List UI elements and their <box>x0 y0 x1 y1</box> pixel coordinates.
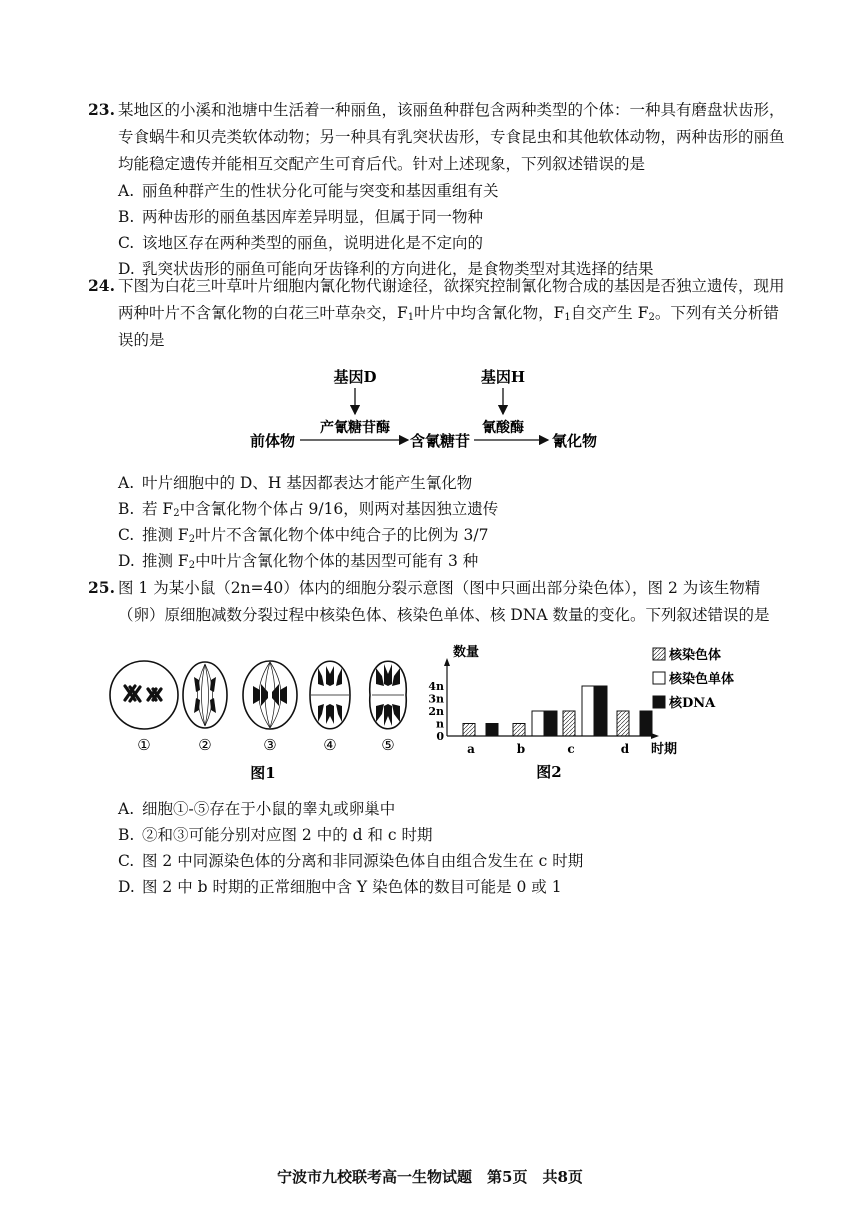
y-tick-label: 2n <box>428 705 444 718</box>
enzyme-1-label: 产氰糖苷酶 <box>320 420 390 436</box>
legend-swatch <box>653 672 665 684</box>
figure-2-caption: 图2 <box>536 763 562 781</box>
x-tick-label: d <box>620 742 630 756</box>
cell-5 <box>370 661 407 729</box>
cell-3-label: ③ <box>263 736 277 754</box>
option-c: C. 图 2 中同源染色体的分离和非同源染色体自由组合发生在 c 时期 <box>118 852 584 870</box>
cyanide-label: 氰化物 <box>552 432 598 450</box>
precursor-label: 前体物 <box>250 432 296 450</box>
question-24 <box>88 272 788 354</box>
cell-5-label: ⑤ <box>381 736 395 754</box>
cell-1 <box>110 661 178 729</box>
option-d: D. 乳突状齿形的丽鱼可能向牙齿锋利的方向进化，是食物类型对其选择的结果 <box>118 260 654 278</box>
option-b: B. 两种齿形的丽鱼基因库差异明显，但属于同一物种 <box>118 208 484 226</box>
x-axis-label: 时期 <box>651 742 678 757</box>
y-tick-label: n <box>436 717 444 731</box>
y-axis-label: 数量 <box>453 645 480 660</box>
bar-b-3 <box>545 711 557 736</box>
y-tick-label: 4n <box>428 680 444 693</box>
question-25-stem: 25. 图 1 为某小鼠（2n=40）体内的细胞分裂示意图（图中只画出部分染色体），图 2 为该生物精（卵）原细胞减数分裂过程中核染色体、核染色单体、核 DNA 数量的变化。下列叙述错误的是 <box>88 574 788 629</box>
bar-c-2 <box>582 686 594 736</box>
question-25-options <box>88 796 788 900</box>
cell-3 <box>243 661 297 729</box>
option-a: A. 细胞①-⑤存在于小鼠的睾丸或卵巢中 <box>118 800 396 818</box>
option-a: A. 叶片细胞中的 D、H 基因都表达才能产生氰化物 <box>118 474 473 492</box>
legend-swatch <box>653 648 665 660</box>
figure-2-bar-chart <box>425 640 770 790</box>
cell-4 <box>310 661 350 729</box>
cell-1-label: ① <box>137 736 151 754</box>
figure-1-caption: 图1 <box>250 764 276 782</box>
bar-d-1 <box>617 711 629 736</box>
legend-label: 核DNA <box>669 696 716 711</box>
option-c: C. 推测 $F_2$叶片不含氰化物个体中纯合子的比例为 3/7 <box>118 526 489 545</box>
question-25 <box>88 574 788 629</box>
bar-a-3 <box>486 724 498 737</box>
y-tick-label: 3n <box>428 692 444 706</box>
option-b: B. 若 $F_2$中含氰化物个体占 9/16，则两对基因独立遗传 <box>118 500 499 519</box>
question-24-stem: 24. 下图为白花三叶草叶片细胞内氰化物代谢途径，欲探究控制氰化物合成的基因是否独立遗传，现用两种叶片不含氰化物的白花三叶草杂交，$F_1$叶片中均含氰化物，$F_1$自交产生 $F_2$。下列有关分析错误的是 <box>88 272 788 354</box>
cyanide-pathway-diagram <box>240 362 620 462</box>
x-tick-label: b <box>516 742 526 756</box>
option-d: D. 推测 $F_2$中叶片含氰化物个体的基因型可能有 3 种 <box>118 552 479 571</box>
cell-2-label: ② <box>198 736 212 754</box>
question-23 <box>88 96 788 282</box>
bar-c-3 <box>595 686 607 736</box>
question-text: 某地区的小溪和池塘中生活着一种丽鱼，该丽鱼种群包含两种类型的个体：一种具有磨盘状齿形，专食蜗牛和贝壳类软体动物；另一种具有乳突状齿形，专食昆虫和其他软体动物，两种齿形的丽鱼均能稳定遗传并能相互交配产生可育后代。针对上述现象，下列叙述错误的是 <box>118 101 785 173</box>
bar-c-1 <box>563 711 575 736</box>
option-c: C. 该地区存在两种类型的丽鱼，说明进化是不定向的 <box>118 234 484 252</box>
legend-label: 核染色体 <box>669 648 722 663</box>
gene-h-label: 基因H <box>480 368 526 386</box>
question-number: 25. <box>88 578 115 597</box>
question-24-options <box>88 470 788 574</box>
question-23-stem <box>88 96 788 178</box>
bar-a-1 <box>463 724 475 737</box>
gene-d-label: 基因D <box>333 368 377 386</box>
question-number: 24. <box>88 276 115 295</box>
question-number: 23. <box>88 100 115 119</box>
cell-2 <box>183 662 227 728</box>
figure-1-cell-division <box>108 640 428 790</box>
page-footer: 宁波市九校联考高一生物试题 第5页 共8页 <box>277 1168 583 1186</box>
legend-label: 核染色单体 <box>669 672 735 687</box>
cyanogenic-glycoside-label: 含氰糖苷 <box>410 432 471 450</box>
x-tick-label: a <box>467 742 475 756</box>
cell-4-label: ④ <box>323 736 337 754</box>
enzyme-2-label: 氰酸酶 <box>482 420 524 436</box>
bar-b-1 <box>513 724 525 737</box>
bar-b-2 <box>532 711 544 736</box>
chart-legend <box>653 647 734 711</box>
y-tick-label: 0 <box>436 730 444 743</box>
bar-d-3 <box>640 711 652 736</box>
legend-swatch <box>653 696 665 708</box>
option-a: A. 丽鱼种群产生的性状分化可能与突变和基因重组有关 <box>118 182 499 200</box>
x-tick-label: c <box>567 742 575 756</box>
option-d: D. 图 2 中 b 时期的正常细胞中含 Y 染色体的数目可能是 0 或 1 <box>118 878 562 896</box>
option-b: B. ②和③可能分别对应图 2 中的 d 和 c 时期 <box>118 826 433 844</box>
